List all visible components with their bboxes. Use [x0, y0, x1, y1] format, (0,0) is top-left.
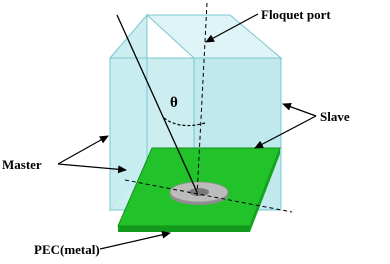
master-label: Master — [2, 157, 42, 172]
master-arrow-upper — [58, 136, 108, 164]
theta-label: θ — [170, 95, 178, 111]
floquet-port-label: Floquet port — [261, 7, 331, 22]
ring-patch — [170, 182, 228, 205]
pec-ground-plane-edge — [118, 226, 250, 232]
pec-metal-label: PEC(metal) — [34, 242, 100, 257]
pec-arrow — [100, 233, 170, 249]
slave-arrow-upper — [283, 104, 316, 116]
slave-label: Slave — [320, 109, 350, 124]
